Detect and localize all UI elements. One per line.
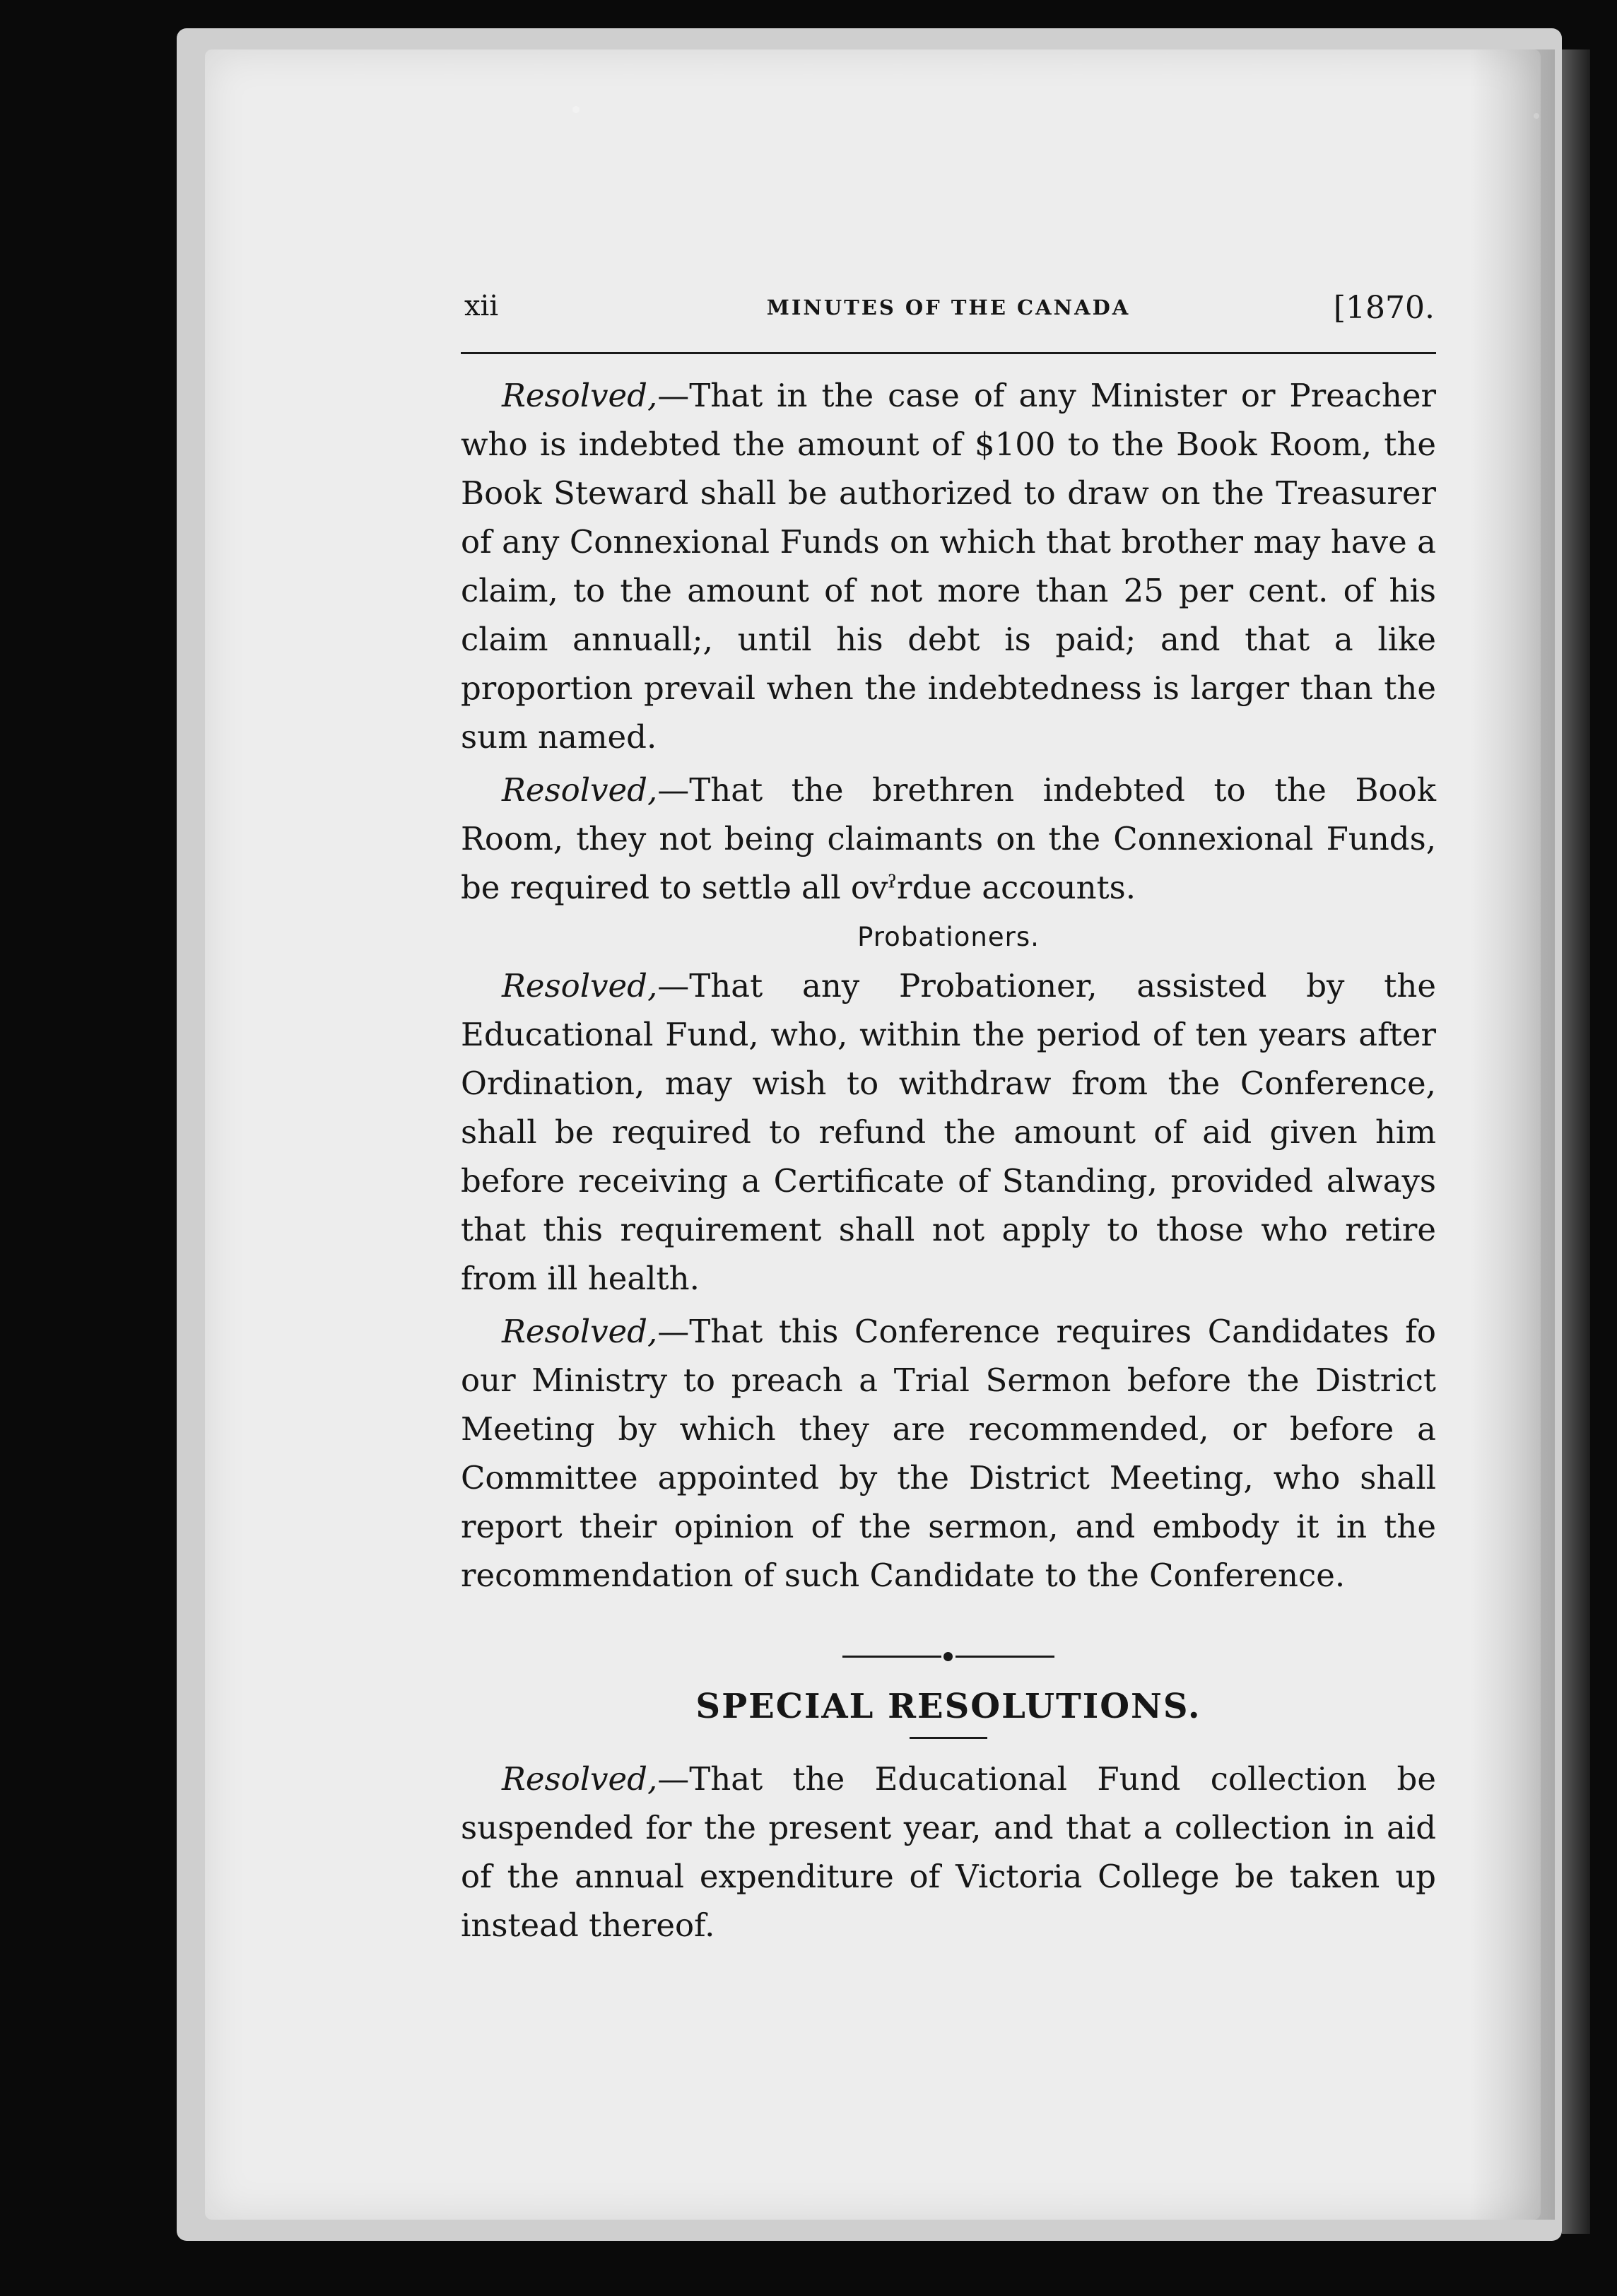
scan-speck [572, 106, 580, 113]
section-title-rule [910, 1737, 987, 1739]
header-rule [461, 352, 1436, 354]
ornament-line [842, 1656, 941, 1658]
ornament-dot [943, 1652, 953, 1661]
resolution-text: —That the Educational Fund collection be suspended for the present year, and that a collection in aid of the annual expenditure of Victoria College be taken up instead thereof. [461, 1760, 1436, 1944]
resolution-paragraph [461, 1755, 1436, 1950]
resolution-paragraph [461, 766, 1436, 912]
resolved-lead: Resolved, [502, 1313, 658, 1350]
resolved-lead: Resolved, [502, 377, 658, 414]
page-fold-shadow [1470, 49, 1555, 2220]
section-ornament [842, 1642, 1054, 1670]
resolved-lead: Resolved, [502, 1760, 658, 1798]
resolution-text: —That any Probationer, assisted by the Educational Fund, who, within the period of ten years after Ordination, may wish to withdraw from the Conference, shall be required to refund the amount of aid given him before receiving a Certificate of Standing, provided always that this requirement shall not apply to those who retire from ill health. [461, 967, 1436, 1297]
resolution-paragraph [461, 961, 1436, 1303]
resolution-text: —That in the case of any Minister or Preacher who is indebted the amount of $100 to the Book Room, the Book Steward shall be authorized to draw on the Treasurer of any Connexional Funds on which that brother may have a claim, to the amount of not more than 25 per cent. of his claim annuall;, until his debt is paid; and that a like proportion prevail when the indebtedness is larger than the sum named. [461, 377, 1436, 756]
binding-shadow [1562, 49, 1590, 2234]
resolved-lead: Resolved, [502, 771, 658, 809]
section-title: SPECIAL RESOLUTIONS. [695, 1687, 1201, 1726]
resolution-paragraph [461, 371, 1436, 761]
running-head [461, 283, 1436, 332]
text-block [461, 283, 1436, 1954]
page-number: xii [464, 290, 499, 322]
running-title: MINUTES OF THE CANADA [766, 295, 1131, 320]
subheading-probationers: Probationers. [857, 922, 1040, 952]
resolved-lead: Resolved, [502, 967, 658, 1004]
resolution-text: —That the brethren indebted to the Book Room, they not being claimants on the Connexional Funds, be required to settlə all ovˀrdue accounts. [461, 771, 1436, 906]
ornament-line [956, 1656, 1054, 1658]
resolution-text: —That this Conference requires Candidates fo our Ministry to preach a Trial Sermon before the District Meeting by which they are recommended, or before a Committee appointed by the District Meeting, who shall report their opinion of the sermon, and embody it in the recommendation of such Candidate to the Conference. [461, 1313, 1436, 1594]
resolution-paragraph [461, 1307, 1436, 1600]
running-year: [1870. [1333, 290, 1435, 326]
